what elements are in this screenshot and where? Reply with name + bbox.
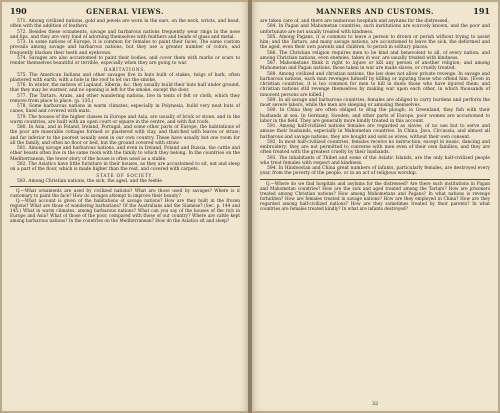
right-page-number: 191 <box>473 6 490 16</box>
question-block: Q.—What account is given of the habitations of savage nations? How are they built in the frozen regions? What are those of wandering barbarians? Of the Australians and the Siamese? (Sec. p. 144 and 145.) What in warm climates, among barbarous nations? What can you say of the houses of the rich in Europe and Asia? What of those of the poor, compared with those of our country? Where are cattle kept among barbarous nations? In the countries on the Mediterranean? How do the Asiatics sit and sleep? <box>10 199 240 225</box>
paragraph: 584. In Pagan and Mahometan countries, such institutions are scarcely known, and the poor and unfortunate are not usually treated with kindness. <box>260 24 490 35</box>
paragraph: 587. Mahometans think it right to injure or kill any person of another religion; and among Mahometan and Pagan nations, those taken in war are made slaves, or cruelly treated. <box>260 61 490 72</box>
paragraph: 593. The inhabitants of Thibet and some of the Asiatic Islands, are the only half-civilized people who treat females with respect and kindness. <box>260 155 490 166</box>
paragraph: 589. In all savage and barbarous countries, females are obliged to carry burdens and perform the most severe labors, while the men are sleeping or amusing themselves. <box>260 97 490 108</box>
paragraph: 582. The Asiatics have little furniture in their houses, as they are accustomed to sit, eat and sleep on a part of the floor, which is made higher than the rest, and covered with carpets. <box>10 161 240 173</box>
paragraph: 585. Among Pagans, it is common to leave a person to drown or perish without trying to assist him; and the Tartars, and many savage nations, are accustomed to leave the sick, the deformed and the aged, even their own parents and children, to perish in solitary places. <box>260 34 490 51</box>
paragraph: are taken care of, and there are numerous hospitals and asylums for the distressed. <box>260 19 449 24</box>
paragraph: 591. Among half-civilized nations females are regarded as slaves, of no use but to serve and amuse their husbands, especially in Mahometan countries. In China, Java, Circassia, and almost all barbarous and savage nations, they are bought and sold as wives, without their own consent. <box>260 124 490 140</box>
left-page-number: 190 <box>10 6 27 16</box>
paragraph: 594. In Hindoostan and China great numbers of infants, particularly females, are destroyed every year, from the poverty of the people, or in an act of religious worship. <box>260 166 490 177</box>
paragraph: 580. In Asia, and in Poland, Ireland, Portugal, and some other parts of Europe, the habitations of the poor are miserable cottages formed or plastered with clay, and thatched with leaves or straw; and far inferior to the poorest usually seen in our own country. These have usually but one room for all the family, and often no floor or bed, but the ground covered with straw. <box>10 125 240 146</box>
right-page-body <box>260 19 490 212</box>
question-block: Q.—Where do we find hospitals and asylums for the distressed? Are there such institutions in Pagan and Mahometan countries? How are the sick and aged treated among the Tartars? How are prisoners treated among Christian nations? How among Mahometans and Pagans? In what nations is revenge forbidden? How are females treated in savage nations? How are they employed in China? How are they regarded among half-civilized nations? How are they sometimes treated by their parents? In what countries are females treated kindly? In what are infants destroyed? <box>260 181 490 212</box>
right-page-header <box>260 6 490 18</box>
paragraph: 590. In China they are often obliged to drag the plough; in Greenland, they fish with their husbands at sea. In Germany, Sweden, and other parts of Europe, poor women are accustomed to labor in the field. They are generally more kindly treated in this account. <box>260 108 490 124</box>
paragraph: 588. Among civilized and christian nations, the law does not allow private revenge. In savage and barbarous nations, each man revenges himself by killing or injuring those who offend him. [Even in christian countries, it is too common for men to kill in duels those who have injured them; and christian nations still revenge themselves by making war upon each other, in which thousands of innocent persons are killed.] <box>260 71 490 98</box>
left-page-header <box>10 6 240 18</box>
section-heading-society: STATE OF SOCIETY. <box>96 172 154 178</box>
divider <box>260 179 490 180</box>
paragraph: 574. Savages are also accustomed to paint their bodies, and cover them with marks or scars to render themselves beautiful or terrible, especially when they are going to war. <box>10 55 240 66</box>
printer-signature: 32 <box>371 401 379 407</box>
right-page <box>252 2 498 411</box>
section-heading-habitations: HABITATIONS. <box>104 66 146 72</box>
paragraph: 579. The houses of the higher classes in Europe and Asia, are usually of brick or stone, and in the warm countries, are built with an open court or square in the centre, and with flat roofs. <box>10 114 240 125</box>
question-block: Q.—What ornaments are used by civilized nations? What are those used by savages? Where is it customary to paint the face? How do savages attempt to improve their beauty? <box>10 189 240 200</box>
paragraph: 578. Some barbarous nations in warm climates, especially in Polynesia, build very neat huts of canes, lined and covered with mats. <box>10 104 240 115</box>
divider <box>10 186 240 187</box>
left-page <box>2 2 248 411</box>
paragraph: 586. The Christian religion requires men to be kind and benevolent to all, of every nation; and among Christian nations, even enemies, taken in war, are usually treated with kindness. <box>260 50 490 61</box>
left-page-body <box>10 19 240 224</box>
paragraph: 581. Among savage and barbarous nations, and even in Ireland, Poland and Russia, the cattle and other beasts often live in the same room with the family to which they belong. In the countries on the Mediterranean, the lower story of the house is often used as a stable. <box>10 146 240 162</box>
paragraph: 573. In some nations of Europe, it is common for females to paint their faces. The same custom prevails among savage and barbarous nations, but they use a greater number of colors, and frequently blacken their teeth and eyebrows. <box>10 40 240 56</box>
paragraph: 583. Among Christian nations, the sick, the aged, and the feeble <box>17 178 163 184</box>
paragraph: 571. Among civilized nations, gold and jewels are worn in the ears, on the neck, wrists, and head, often with the addition of feathers. <box>10 19 240 30</box>
paragraph: 577. The Tartars, Arabs, and other wandering nations, live in tents of felt or cloth, which they remove from place to place. (p. 135.) <box>10 93 240 104</box>
paragraph: 592. In most half-civilized countries, females receive no instruction, except in music, dancing and embroidery; they are not permitted to converse with men even of their own families; and they are often treated with the greatest cruelty by their husbands. <box>260 139 490 156</box>
paragraph: 572. Besides these ornaments, savage and barbarous nations frequently wear rings in the nose and lips, and they are very fond of adorning themselves with feathers and beads of glass and metal. <box>10 29 240 40</box>
right-page-title: MANNERS AND CUSTOMS. <box>316 7 434 16</box>
left-page-title: GENERAL VIEWS. <box>86 7 164 16</box>
paragraph: 575. The American Indians and other savages live in huts built of stakes, twigs of bark, often plastered with earth, with a hole in the roof to let out the smoke. <box>10 72 240 83</box>
paragraph: 576. In winter, the natives of Lapland, Siberia, &c. they usually build their huts half under ground, that they may be warmer, and no opening is left for the smoke, except the door. <box>10 83 240 94</box>
